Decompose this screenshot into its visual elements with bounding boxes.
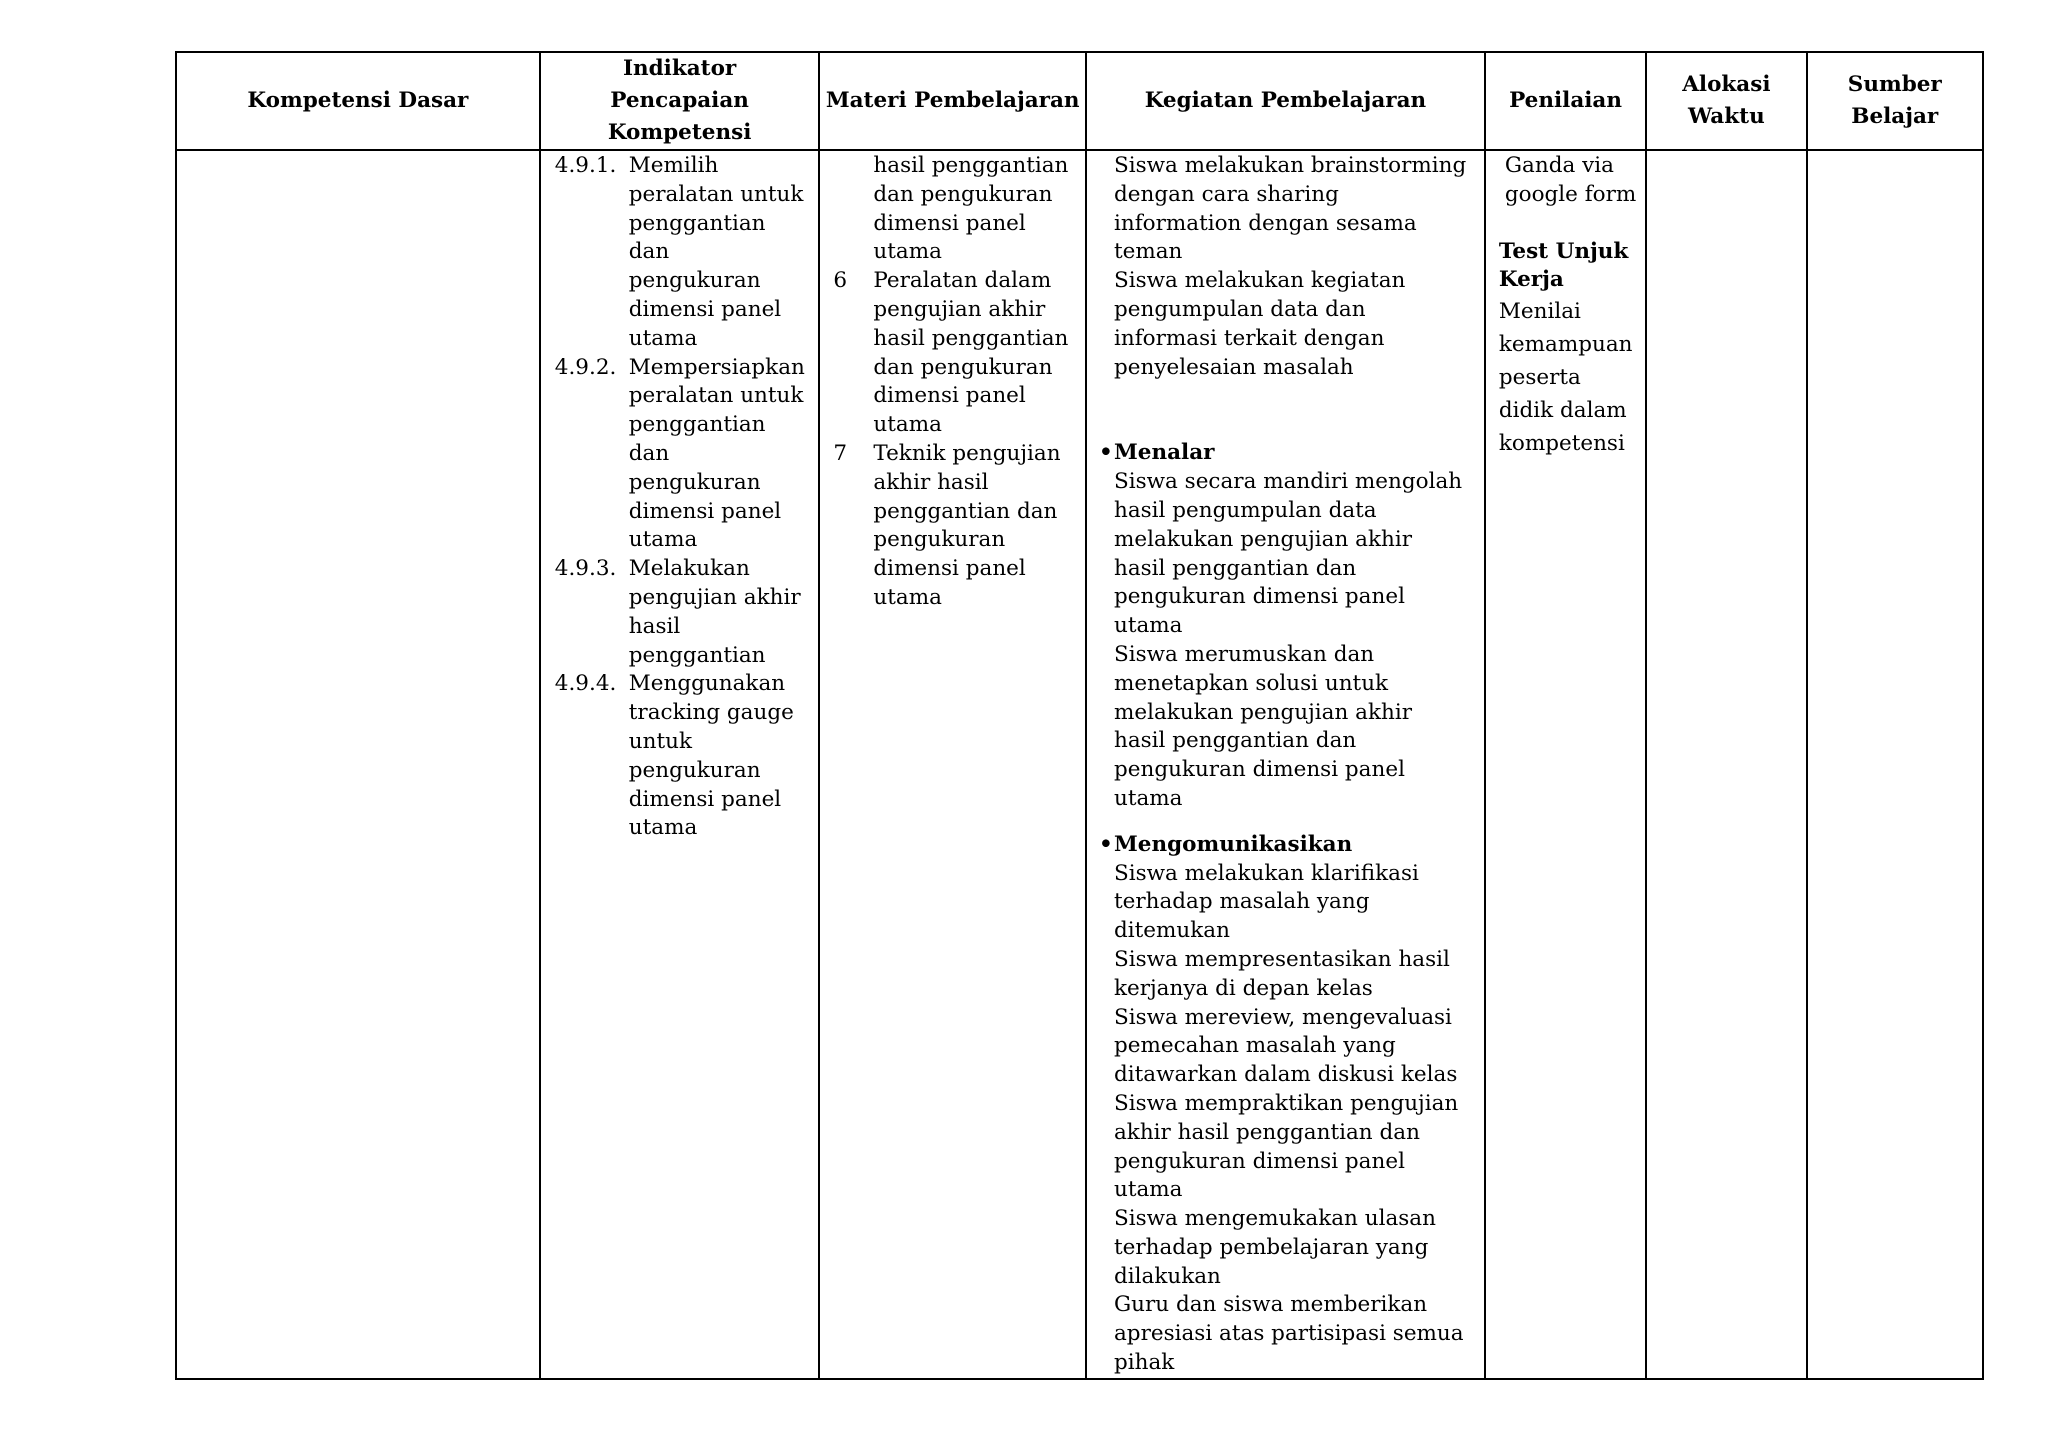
alokasi-waktu-cell — [1646, 150, 1806, 1379]
materi-number: 7 — [833, 440, 848, 466]
indikator-number: 4.9.3. — [554, 556, 617, 582]
materi-text: Teknik pengujian akhir hasil penggantian dan pengukuran dimensi panel utama — [873, 440, 1061, 610]
kegiatan-item: Siswa mereview, mengevaluasi pemecahan masalah yang ditawarkan dalam diskusi kelas — [1113, 1004, 1458, 1088]
bullet-icon: • — [1098, 440, 1113, 466]
sumber-belajar-text — [1808, 151, 1982, 152]
materi-text: hasil penggantian dan pengukuran dimensi panel utama — [873, 153, 1069, 265]
header-row — [176, 52, 1983, 150]
materi-text: Peralatan dalam pengujian akhir hasil penggantian dan pengukuran dimensi panel utama — [873, 268, 1069, 438]
materi-cell — [819, 150, 1086, 1379]
indikator-text: Mempersiapkan peralatan untuk penggantian dan pengukuran dimensi panel utama — [628, 354, 805, 553]
indikator-text: Melakukan pengujian akhir hasil penggantian — [628, 556, 801, 668]
bullet-icon: • — [1098, 831, 1113, 857]
indikator-text: Memilih peralatan untuk penggantian dan pengukuran dimensi panel utama — [628, 153, 804, 351]
kegiatan-item: Siswa mengemukakan ulasan terhadap pembelajaran yang dilakukan — [1113, 1206, 1436, 1289]
mengomunikasikan-heading — [1099, 831, 1470, 860]
indikator-number: 4.9.2. — [554, 354, 617, 380]
test-unjuk-kerja-desc: Menilai kemampuan peserta didik dalam kompetensi — [1498, 299, 1633, 457]
indikator-item — [555, 555, 805, 670]
kegiatan-item: Siswa melakukan kegiatan pengumpulan data dan informasi terkait dengan penyelesaian masalah — [1113, 268, 1406, 380]
header-penilaian: Penilaian — [1485, 52, 1646, 150]
kegiatan-item: Siswa mempresentasikan hasil kerjanya di depan kelas — [1113, 946, 1450, 1001]
indikator-item — [555, 152, 805, 354]
header-materi: Materi Pembelajaran — [819, 52, 1086, 150]
header-sumber-belajar: Sumber Belajar — [1807, 52, 1983, 150]
header-alokasi-waktu: Alokasi Waktu — [1646, 52, 1806, 150]
kegiatan-item: Siswa melakukan brainstorming dengan cara sharing information dengan sesama teman — [1113, 153, 1467, 265]
test-unjuk-kerja-title: Test Unjuk Kerja — [1498, 238, 1629, 293]
penilaian-line: Ganda via — [1504, 153, 1614, 178]
lesson-plan-table — [175, 51, 1984, 1380]
menalar-title: Menalar — [1113, 440, 1215, 466]
kegiatan-item: Siswa merumuskan dan menetapkan solusi untuk melakukan pengujian akhir hasil penggantian dan pengukuran dimensi panel utama — [1113, 641, 1413, 811]
kompetensi-dasar-text — [177, 151, 539, 152]
materi-item — [833, 440, 1071, 613]
indikator-item — [555, 670, 805, 843]
alokasi-waktu-text — [1647, 151, 1805, 152]
kegiatan-item: Siswa secara mandiri mengolah hasil pengumpulan data melakukan pengujian akhir hasil penggantian dan pengukuran dimensi panel utama — [1113, 469, 1463, 639]
indikator-item — [555, 354, 805, 556]
sumber-belajar-cell — [1807, 150, 1983, 1379]
indikator-number: 4.9.4. — [554, 671, 617, 697]
penilaian-cell — [1485, 150, 1646, 1379]
kegiatan-item: Siswa melakukan klarifikasi terhadap masalah yang ditemukan — [1113, 860, 1419, 944]
indikator-text: Menggunakan tracking gauge untuk pengukuran dimensi panel utama — [628, 671, 794, 841]
header-kompetensi-dasar: Kompetensi Dasar — [176, 52, 540, 150]
kegiatan-item: Siswa mempraktikan pengujian akhir hasil penggantian dan pengukuran dimensi panel utama — [1113, 1090, 1459, 1203]
header-indikator: Indikator Pencapaian Kompetensi — [540, 52, 820, 150]
kegiatan-cell — [1086, 150, 1485, 1379]
indikator-cell — [540, 150, 820, 1379]
mengomunikasikan-title: Mengomunikasikan — [1113, 831, 1353, 857]
materi-item — [833, 267, 1071, 440]
menalar-heading — [1099, 439, 1470, 468]
kegiatan-item: Guru dan siswa memberikan apresiasi atas partisipasi semua pihak — [1113, 1292, 1464, 1376]
kompetensi-dasar-cell — [176, 150, 540, 1379]
content-row — [176, 150, 1983, 1379]
penilaian-line: google form — [1504, 181, 1637, 207]
materi-continuation — [833, 152, 1071, 267]
indikator-number: 4.9.1. — [554, 153, 617, 178]
materi-number: 6 — [833, 268, 848, 294]
header-kegiatan: Kegiatan Pembelajaran — [1086, 52, 1485, 150]
